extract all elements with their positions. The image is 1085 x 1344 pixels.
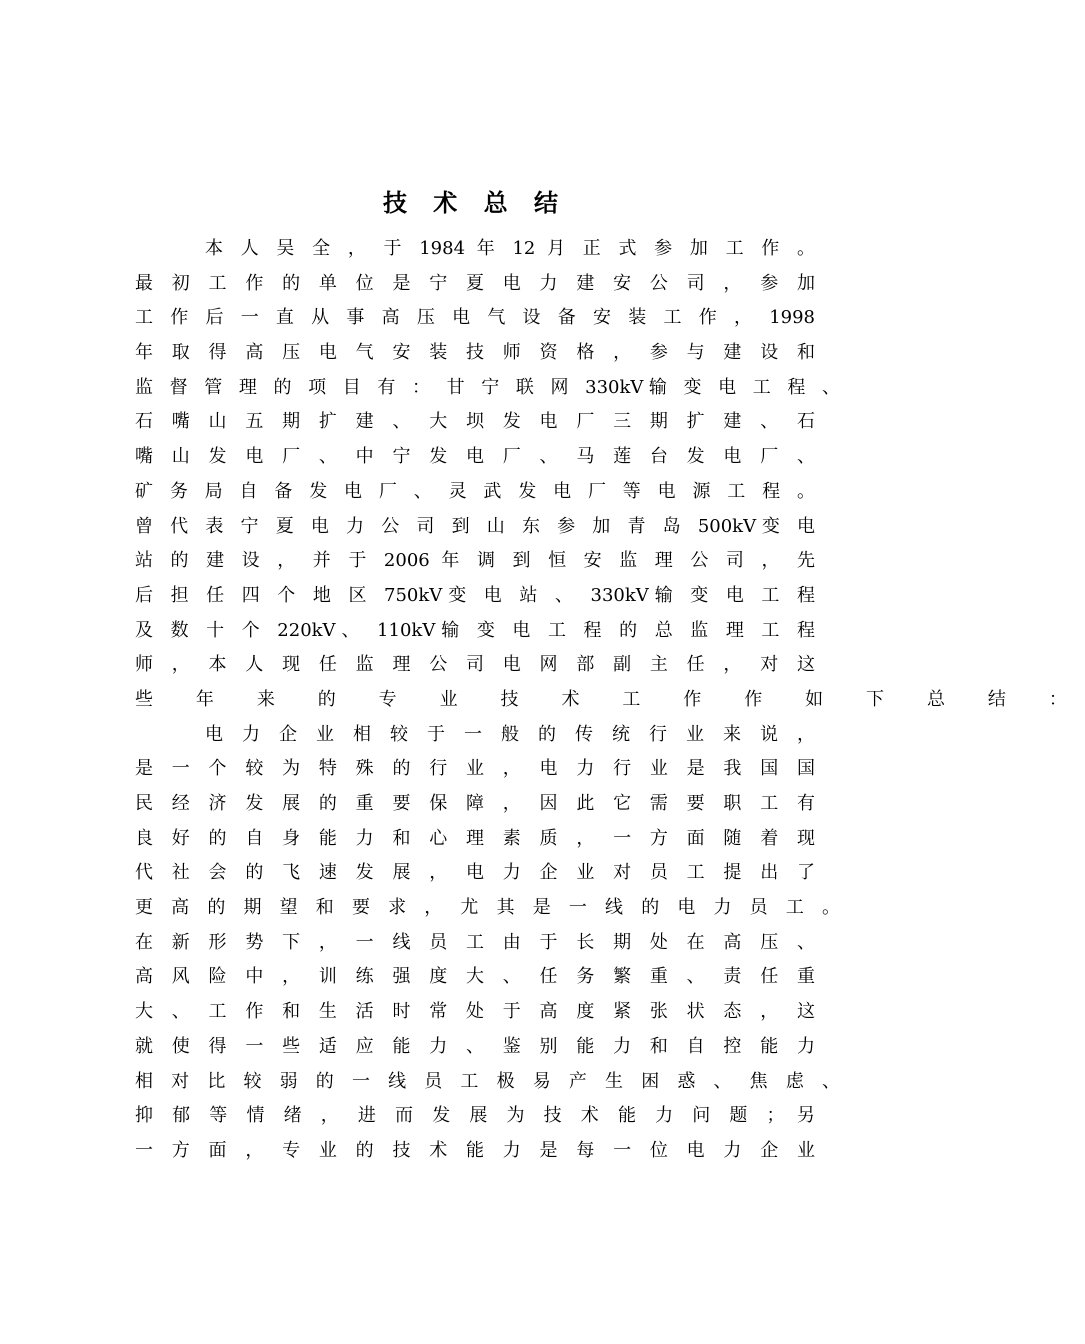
paragraph-line: 监 督 管 理 的 项 目 有 ： 甘 宁 联 网 330kV输 变 电 工 程 、 — [135, 376, 840, 398]
paragraph-line: 民 经 济 发 展 的 重 要 保 障 ， 因 此 它 需 要 职 工 有 — [135, 793, 815, 814]
paragraph-line: 良 好 的 自 身 能 力 和 心 理 素 质 ， 一 方 面 随 着 现 — [135, 827, 815, 849]
paragraph-line: 年 取 得 高 压 电 气 安 装 技 师 资 格 ， 参 与 建 设 和 — [135, 342, 815, 364]
paragraph-line: 代 社 会 的 飞 速 发 展 ， 电 力 企 业 对 员 工 提 出 了 — [135, 862, 815, 884]
paragraph-line: 大 、 工 作 和 生 活 时 常 处 于 高 度 紧 张 状 态 ， 这 — [135, 1001, 815, 1023]
paragraph-line: 站 的 建 设 ， 并 于 2006 年 调 到 恒 安 监 理 公 司 ， 先 — [135, 550, 816, 572]
paragraph-line: 在 新 形 势 下 ， 一 线 员 工 由 于 长 期 处 在 高 压 、 — [135, 931, 815, 953]
paragraph-line: 更 高 的 期 望 和 要 求 ， 尤 其 是 一 线 的 电 力 员 工 。 — [135, 897, 840, 919]
paragraph-line: 嘴 山 发 电 厂 、 中 宁 发 电 厂 、 马 莲 台 发 电 厂 、 — [135, 446, 815, 468]
document-body — [135, 232, 1085, 1169]
paragraph-line: 些 年 来 的 专 业 技 术 工 作 作 如 下 总 结 ： — [135, 688, 1085, 710]
paragraph-line: 及 数 十 个 220kV、 110kV输 变 电 工 程 的 总 监 理 工 程 — [135, 619, 815, 641]
paragraph-line: 是 一 个 较 为 特 殊 的 行 业 ， 电 力 行 业 是 我 国 国 — [135, 758, 815, 780]
paragraph-line: 电 力 企 业 相 较 于 一 般 的 传 统 行 业 来 说 ， — [205, 723, 815, 745]
paragraph-line: 石 嘴 山 五 期 扩 建 、 大 坝 发 电 厂 三 期 扩 建 、 石 — [135, 411, 815, 433]
paragraph-line: 高 风 险 中 ， 训 练 强 度 大 、 任 务 繁 重 、 责 任 重 — [135, 966, 815, 988]
document-title: 技 术 总 结 — [382, 188, 568, 217]
paragraph-line: 曾 代 表 宁 夏 电 力 公 司 到 山 东 参 加 青 岛 500kV变 电 — [135, 515, 815, 537]
paragraph-line: 相 对 比 较 弱 的 一 线 员 工 极 易 产 生 困 惑 、 焦 虑 、 — [135, 1070, 840, 1092]
paragraph-line: 就 使 得 一 些 适 应 能 力 、 鉴 别 能 力 和 自 控 能 力 — [135, 1035, 815, 1057]
paragraph-line: 工 作 后 一 直 从 事 高 压 电 气 设 备 安 装 工 作 ， 1998 — [135, 307, 815, 329]
paragraph-line: 一 方 面 ， 专 业 的 技 术 能 力 是 每 一 位 电 力 企 业 — [135, 1139, 815, 1161]
paragraph-line: 最 初 工 作 的 单 位 是 宁 夏 电 力 建 安 公 司 ， 参 加 — [135, 272, 815, 294]
paragraph-line: 抑 郁 等 情 绪 ， 进 而 发 展 为 技 术 能 力 问 题 ； 另 — [135, 1105, 815, 1127]
paragraph-line: 本 人 吴 全 ， 于 1984 年 12 月 正 式 参 加 工 作 。 — [205, 238, 815, 259]
paragraph-line: 师 ， 本 人 现 任 监 理 公 司 电 网 部 副 主 任 ， 对 这 — [135, 654, 815, 676]
paragraph-line: 后 担 任 四 个 地 区 750kV变 电 站 、 330kV输 变 电 工 程 — [135, 584, 815, 606]
paragraph-line: 矿 务 局 自 备 发 电 厂 、 灵 武 发 电 厂 等 电 源 工 程 。 — [135, 480, 815, 502]
